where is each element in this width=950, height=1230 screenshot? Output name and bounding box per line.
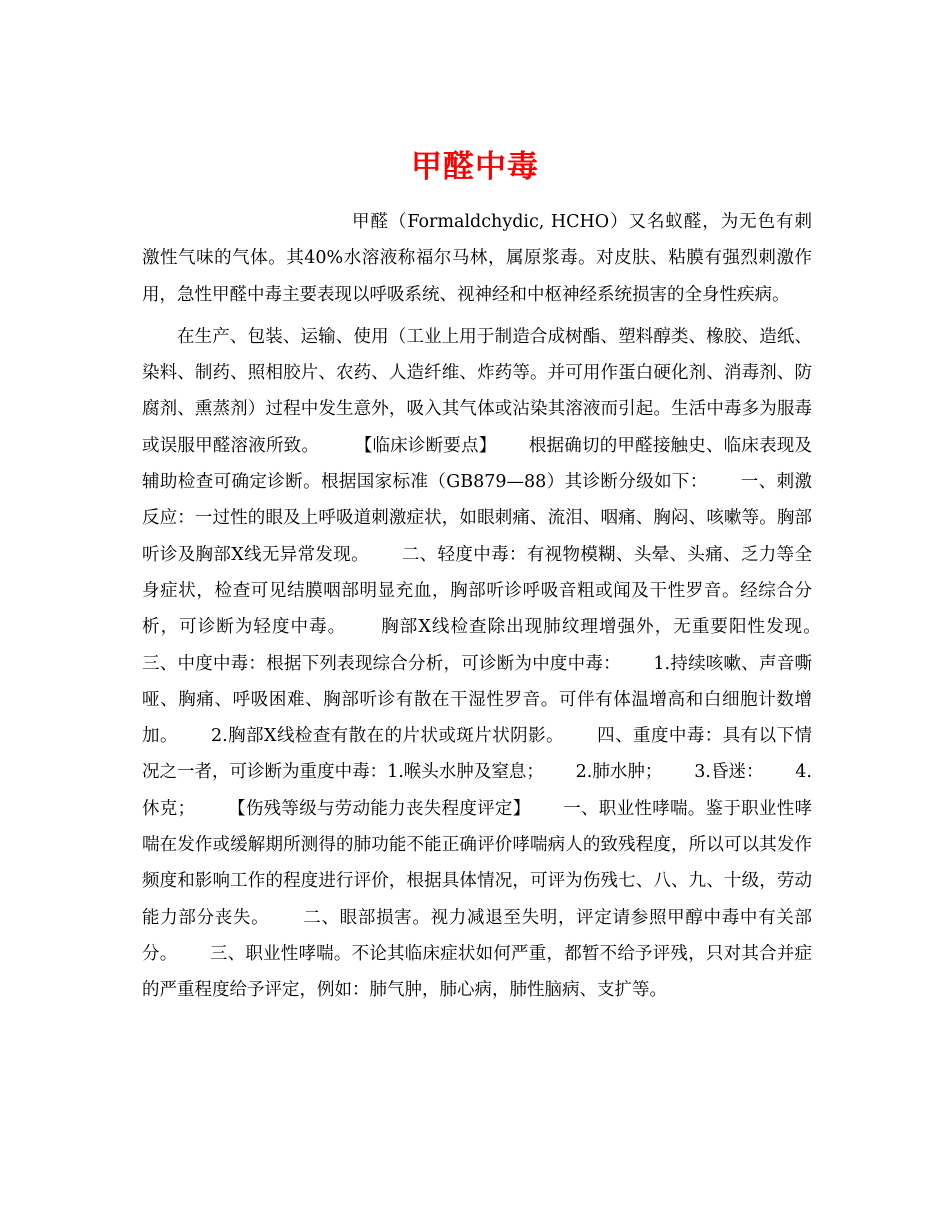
- document-title: 甲醛中毒: [411, 148, 539, 185]
- paragraph-intro: 甲醛（Formaldchydic, HCHO）又名蚁醛，为无色有刺激性气味的气体。其40%水溶液称福尔马林，属原浆毒。对皮肤、粘膜有强烈刺激作用，急性甲醛中毒主要表现以呼吸系统、视神经和中枢神经系统损害的全身性疾病。: [142, 212, 812, 305]
- document-body: [142, 204, 853, 1009]
- paragraph-main: 在生产、包装、运输、使用（工业上用于制造合成树酯、塑料醇类、橡胶、造纸、染料、制药、照相胶片、农药、人造纤维、炸药等。并可用作蛋白硬化剂、消毒剂、防腐剂、熏蒸剂）过程中发生意外，吸入其气体或沾染其溶液而引起。生活中毒多为服毒或误服甲醛溶液所致。 【临床诊断要点】 根据确切的甲醛接触史、临床表现及辅助检查可确定诊断。根据国家标准（GB879—88）其诊断分级如下： 一、刺激反应：一过性的眼及上呼吸道刺激症状，如眼刺痛、流泪、咽痛、胸闷、咳嗽等。胸部听诊及胸部X线无异常发现。 二、轻度中毒：有视物模糊、头晕、头痛、乏力等全身症状，检查可见结膜咽部明显充血，胸部听诊呼吸音粗或闻及干性罗音。经综合分析，可诊断为轻度中毒。 胸部X线检查除出现肺纹理增强外，无重要阳性发现。 三、中度中毒：根据下列表现综合分析，可诊断为中度中毒： 1.持续咳嗽、声音嘶哑、胸痛、呼吸困难、胸部听诊有散在干湿性罗音。可伴有体温增高和白细胞计数增加。 2.胸部X线检查有散在的片状或斑片状阴影。 四、重度中毒：具有以下情况之一者，可诊断为重度中毒：1.喉头水肿及窒息； 2.肺水肿； 3.昏迷： 4.休克； 【伤残等级与劳动能力丧失程度评定】 一、职业性哮喘。鉴于职业性哮喘在发作或缓解期所测得的肺功能不能正确评价哮喘病人的致残程度，所以可以其发作频度和影响工作的程度进行评价，根据具体情况，可评为伤残七、八、九、十级，劳动能力部分丧失。 二、眼部损害。视力减退至失明，评定请参照甲醇中毒中有关部分。 三、职业性哮喘。不论其临床症状如何严重，都暂不给予评残，只对其合并症的严重程度给予评定，例如：肺气肿，肺心病，肺性脑病、支扩等。: [142, 326, 853, 1001]
